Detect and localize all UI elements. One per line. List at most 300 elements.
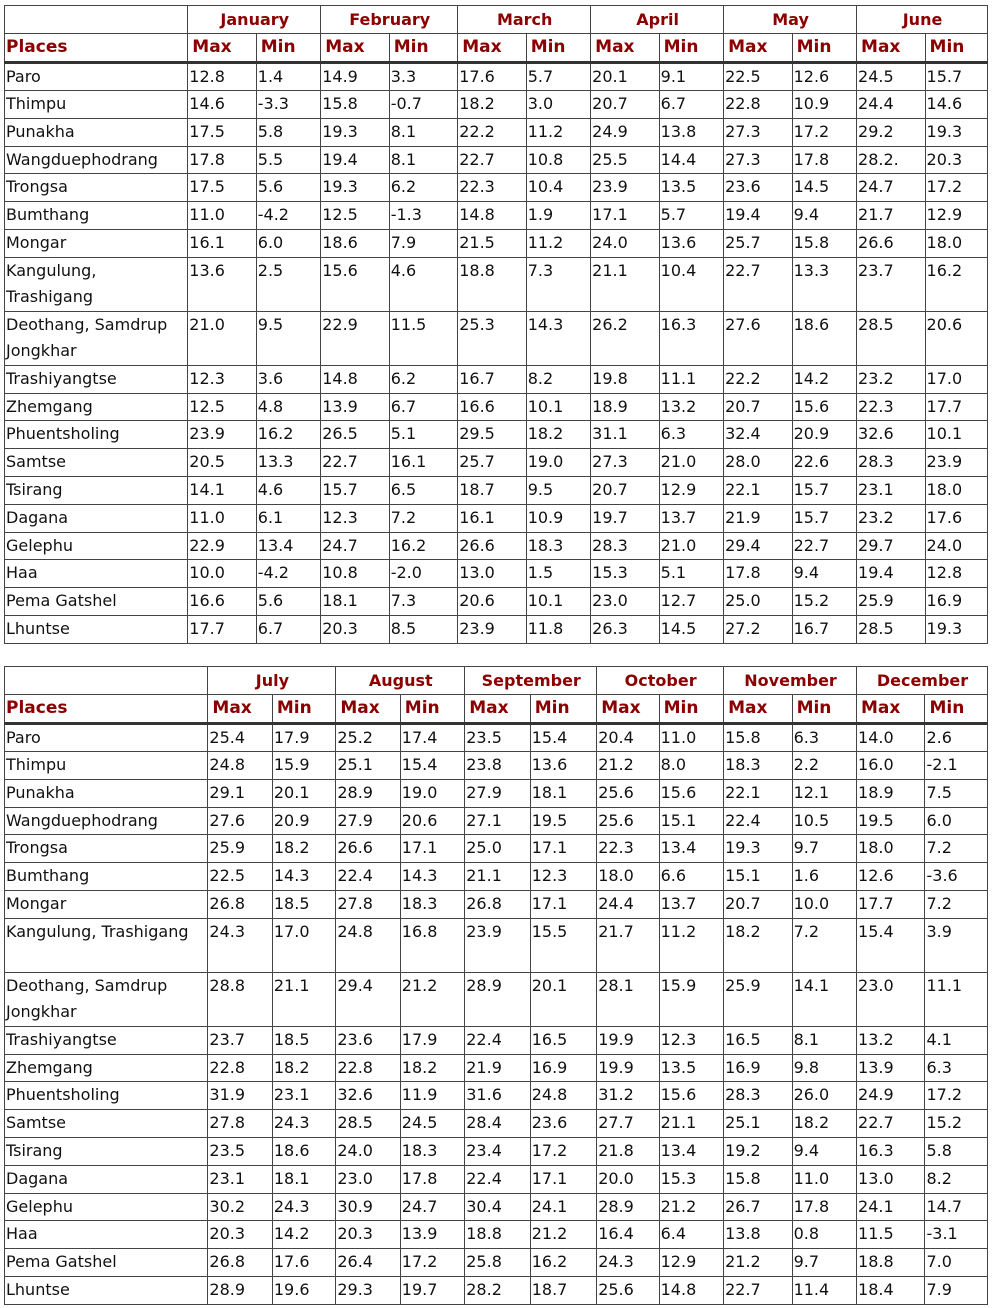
min-temp-cell: 7.2 — [792, 918, 856, 972]
max-temp-cell: 32.6 — [857, 421, 925, 449]
min-temp-cell: 15.1 — [659, 807, 723, 835]
max-temp-cell: 28.4 — [465, 1110, 530, 1138]
min-column-header: Min — [256, 34, 320, 63]
min-temp-cell: 18.2 — [400, 1054, 464, 1082]
max-temp-cell: 17.5 — [188, 118, 256, 146]
min-temp-cell: 20.6 — [400, 807, 464, 835]
month-header: October — [597, 667, 724, 695]
min-temp-cell: -0.7 — [389, 91, 458, 119]
min-temp-cell: 6.3 — [659, 421, 723, 449]
min-temp-cell: 19.3 — [925, 118, 987, 146]
min-temp-cell: 8.1 — [389, 118, 458, 146]
place-name-cell: Mongar — [5, 890, 208, 918]
min-temp-cell: 21.0 — [659, 532, 723, 560]
min-temp-cell: 11.0 — [659, 724, 723, 752]
min-temp-cell: -1.3 — [389, 202, 458, 230]
place-name-cell: Haa — [5, 560, 188, 588]
min-temp-cell: 15.5 — [530, 918, 596, 972]
max-temp-cell: 17.7 — [857, 890, 925, 918]
table-row — [5, 1026, 988, 1054]
month-header: August — [336, 667, 465, 695]
max-temp-cell: 22.4 — [724, 807, 792, 835]
max-temp-cell: 30.4 — [465, 1193, 530, 1221]
max-column-header: Max — [591, 34, 659, 63]
max-temp-cell: 22.5 — [724, 63, 792, 91]
place-name-cell: Paro — [5, 63, 188, 91]
min-temp-cell: 14.6 — [925, 91, 987, 119]
table-row — [5, 1137, 988, 1165]
max-temp-cell: 24.1 — [857, 1193, 925, 1221]
max-temp-cell: 20.4 — [597, 724, 659, 752]
max-temp-cell: 22.8 — [724, 91, 792, 119]
table-row — [5, 532, 988, 560]
min-temp-cell: 7.2 — [389, 504, 458, 532]
place-name-cell: Paro — [5, 724, 208, 752]
max-temp-cell: 10.0 — [188, 560, 256, 588]
min-temp-cell: 19.6 — [272, 1276, 335, 1304]
max-temp-cell: 19.3 — [321, 118, 389, 146]
min-column-header: Min — [400, 695, 464, 724]
place-name-cell: Wangduephodrang — [5, 807, 208, 835]
min-temp-cell: 5.5 — [256, 146, 320, 174]
max-temp-cell: 13.9 — [857, 1054, 925, 1082]
min-temp-cell: 18.1 — [530, 779, 596, 807]
min-temp-cell: 21.0 — [659, 449, 723, 477]
max-temp-cell: 28.0 — [724, 449, 792, 477]
min-temp-cell: 10.9 — [792, 91, 856, 119]
max-temp-cell: 23.5 — [465, 724, 530, 752]
min-temp-cell: 15.6 — [792, 393, 856, 421]
max-temp-cell: 26.4 — [336, 1249, 400, 1277]
place-name-cell: Lhuntse — [5, 1276, 208, 1304]
max-temp-cell: 22.1 — [724, 779, 792, 807]
max-temp-cell: 29.7 — [857, 532, 925, 560]
max-temp-cell: 15.3 — [591, 560, 659, 588]
max-temp-cell: 29.5 — [458, 421, 526, 449]
max-temp-cell: 14.8 — [321, 365, 389, 393]
min-temp-cell: 8.5 — [389, 615, 458, 643]
max-temp-cell: 29.1 — [208, 779, 272, 807]
max-temp-cell: 23.0 — [591, 588, 659, 616]
min-temp-cell: 11.1 — [659, 365, 723, 393]
max-temp-cell: 19.5 — [857, 807, 925, 835]
min-temp-cell: 5.8 — [925, 1137, 988, 1165]
max-temp-cell: 18.8 — [857, 1249, 925, 1277]
max-temp-cell: 28.9 — [597, 1193, 659, 1221]
max-temp-cell: 31.2 — [597, 1082, 659, 1110]
month-header: July — [208, 667, 336, 695]
min-temp-cell: 10.9 — [526, 504, 590, 532]
place-name-cell: Tsirang — [5, 476, 188, 504]
min-temp-cell: 21.2 — [530, 1221, 596, 1249]
max-temp-cell: 19.2 — [724, 1137, 792, 1165]
max-temp-cell: 22.8 — [208, 1054, 272, 1082]
table-row — [5, 118, 988, 146]
max-temp-cell: 14.6 — [188, 91, 256, 119]
max-temp-cell: 19.8 — [591, 365, 659, 393]
min-temp-cell: 12.8 — [925, 560, 987, 588]
max-temp-cell: 28.3 — [857, 449, 925, 477]
min-temp-cell: 9.7 — [792, 1249, 856, 1277]
min-temp-cell: 17.2 — [792, 118, 856, 146]
min-temp-cell: 6.0 — [925, 807, 988, 835]
max-temp-cell: 16.9 — [724, 1054, 792, 1082]
max-temp-cell: 20.6 — [458, 588, 526, 616]
min-temp-cell: 24.3 — [272, 1110, 335, 1138]
place-name-cell: Wangduephodrang — [5, 146, 188, 174]
min-temp-cell: 20.6 — [925, 311, 987, 365]
min-temp-cell: 14.5 — [792, 174, 856, 202]
max-temp-cell: 28.9 — [208, 1276, 272, 1304]
table-row — [5, 1054, 988, 1082]
min-temp-cell: 13.4 — [256, 532, 320, 560]
max-temp-cell: 23.8 — [465, 752, 530, 780]
max-temp-cell: 15.7 — [321, 476, 389, 504]
min-temp-cell: 6.7 — [256, 615, 320, 643]
table-row — [5, 257, 988, 311]
max-temp-cell: 18.8 — [458, 257, 526, 311]
min-temp-cell: 8.1 — [792, 1026, 856, 1054]
min-temp-cell: -2.1 — [925, 752, 988, 780]
month-header: April — [591, 6, 724, 34]
min-temp-cell: 20.9 — [272, 807, 335, 835]
min-temp-cell: 4.8 — [256, 393, 320, 421]
min-temp-cell: -2.0 — [389, 560, 458, 588]
max-temp-cell: 19.4 — [321, 146, 389, 174]
max-temp-cell: 25.0 — [465, 835, 530, 863]
min-temp-cell: 4.6 — [256, 476, 320, 504]
place-name-cell: Bumthang — [5, 202, 188, 230]
table-row — [5, 1193, 988, 1221]
max-temp-cell: 23.7 — [208, 1026, 272, 1054]
max-temp-cell: 20.7 — [591, 476, 659, 504]
table-row — [5, 91, 988, 119]
max-temp-cell: 25.1 — [336, 752, 400, 780]
max-temp-cell: 22.7 — [724, 257, 792, 311]
table-row — [5, 63, 988, 91]
max-temp-cell: 30.9 — [336, 1193, 400, 1221]
table-row — [5, 174, 988, 202]
max-temp-cell: 23.1 — [208, 1165, 272, 1193]
max-temp-cell: 30.2 — [208, 1193, 272, 1221]
min-temp-cell: 17.8 — [400, 1165, 464, 1193]
max-temp-cell: 19.7 — [591, 504, 659, 532]
max-temp-cell: 22.4 — [465, 1165, 530, 1193]
max-temp-cell: 26.5 — [321, 421, 389, 449]
min-temp-cell: 3.3 — [389, 63, 458, 91]
min-temp-cell: 20.3 — [925, 146, 987, 174]
max-temp-cell: 18.7 — [458, 476, 526, 504]
max-temp-cell: 19.9 — [597, 1054, 659, 1082]
min-temp-cell: 9.7 — [792, 835, 856, 863]
min-temp-cell: 18.2 — [272, 1054, 335, 1082]
max-temp-cell: 21.2 — [597, 752, 659, 780]
min-temp-cell: 13.5 — [659, 1054, 723, 1082]
min-temp-cell: 11.5 — [389, 311, 458, 365]
max-temp-cell: 12.3 — [188, 365, 256, 393]
max-temp-cell: 21.9 — [465, 1054, 530, 1082]
min-temp-cell: 6.7 — [389, 393, 458, 421]
max-temp-cell: 25.5 — [591, 146, 659, 174]
max-temp-cell: 17.7 — [188, 615, 256, 643]
min-temp-cell: 19.7 — [400, 1276, 464, 1304]
place-name-cell: Lhuntse — [5, 615, 188, 643]
max-temp-cell: 32.4 — [724, 421, 792, 449]
table-row — [5, 972, 988, 1026]
max-temp-cell: 22.8 — [336, 1054, 400, 1082]
place-name-cell: Trashiyangtse — [5, 1026, 208, 1054]
min-temp-cell: 14.2 — [792, 365, 856, 393]
min-temp-cell: 14.5 — [659, 615, 723, 643]
place-name-cell: Thimpu — [5, 752, 208, 780]
month-header: February — [321, 6, 458, 34]
max-temp-cell: 16.1 — [188, 229, 256, 257]
max-temp-cell: 31.1 — [591, 421, 659, 449]
min-column-header: Min — [272, 695, 335, 724]
place-name-cell: Punakha — [5, 779, 208, 807]
max-column-header: Max — [857, 695, 925, 724]
min-temp-cell: 10.4 — [526, 174, 590, 202]
max-temp-cell: 18.2 — [724, 918, 792, 972]
table-row — [5, 146, 988, 174]
table-row — [5, 421, 988, 449]
min-temp-cell: 17.2 — [925, 174, 987, 202]
max-temp-cell: 15.1 — [724, 863, 792, 891]
max-temp-cell: 25.2 — [336, 724, 400, 752]
max-column-header: Max — [857, 34, 925, 63]
min-temp-cell: 14.3 — [526, 311, 590, 365]
min-temp-cell: 9.4 — [792, 1137, 856, 1165]
min-temp-cell: 13.4 — [659, 835, 723, 863]
max-temp-cell: 16.6 — [458, 393, 526, 421]
min-temp-cell: 11.0 — [792, 1165, 856, 1193]
min-temp-cell: 15.3 — [659, 1165, 723, 1193]
max-column-header: Max — [458, 34, 526, 63]
max-temp-cell: 22.2 — [724, 365, 792, 393]
max-column-header: Max — [724, 695, 792, 724]
place-name-cell: Deothang, Samdrup Jongkhar — [5, 972, 208, 1026]
max-temp-cell: 23.1 — [857, 476, 925, 504]
min-temp-cell: 5.6 — [256, 588, 320, 616]
max-temp-cell: 22.4 — [336, 863, 400, 891]
max-temp-cell: 20.7 — [724, 890, 792, 918]
max-column-header: Max — [724, 34, 792, 63]
min-temp-cell: 14.8 — [659, 1276, 723, 1304]
min-temp-cell: 23.6 — [530, 1110, 596, 1138]
min-temp-cell: 6.3 — [925, 1054, 988, 1082]
max-temp-cell: 18.9 — [591, 393, 659, 421]
max-temp-cell: 13.0 — [857, 1165, 925, 1193]
max-temp-cell: 28.5 — [336, 1110, 400, 1138]
min-temp-cell: 7.0 — [925, 1249, 988, 1277]
table-row — [5, 588, 988, 616]
max-temp-cell: 20.7 — [591, 91, 659, 119]
table-row — [5, 890, 988, 918]
max-temp-cell: 20.3 — [321, 615, 389, 643]
max-temp-cell: 16.4 — [597, 1221, 659, 1249]
min-temp-cell: 17.1 — [530, 1165, 596, 1193]
max-temp-cell: 28.2. — [857, 146, 925, 174]
min-temp-cell: 0.8 — [792, 1221, 856, 1249]
max-temp-cell: 15.8 — [724, 1165, 792, 1193]
max-temp-cell: 27.7 — [597, 1110, 659, 1138]
table-row — [5, 202, 988, 230]
min-temp-cell: 17.6 — [272, 1249, 335, 1277]
min-temp-cell: 16.2 — [389, 532, 458, 560]
max-temp-cell: 24.9 — [591, 118, 659, 146]
max-temp-cell: 17.8 — [724, 560, 792, 588]
table-row — [5, 835, 988, 863]
max-temp-cell: 26.2 — [591, 311, 659, 365]
max-temp-cell: 25.8 — [465, 1249, 530, 1277]
min-temp-cell: 21.1 — [272, 972, 335, 1026]
min-temp-cell: 19.0 — [400, 779, 464, 807]
max-temp-cell: 25.3 — [458, 311, 526, 365]
place-name-cell: Pema Gatshel — [5, 1249, 208, 1277]
max-temp-cell: 23.5 — [208, 1137, 272, 1165]
table-row — [5, 807, 988, 835]
min-temp-cell: 6.7 — [659, 91, 723, 119]
min-temp-cell: 13.9 — [400, 1221, 464, 1249]
place-name-cell: Samtse — [5, 449, 188, 477]
max-temp-cell: 27.3 — [724, 118, 792, 146]
min-temp-cell: 14.3 — [400, 863, 464, 891]
min-temp-cell: 17.9 — [272, 724, 335, 752]
min-temp-cell: 10.4 — [659, 257, 723, 311]
table-row — [5, 229, 988, 257]
table-row — [5, 1221, 988, 1249]
max-temp-cell: 21.0 — [188, 311, 256, 365]
max-temp-cell: 21.9 — [724, 504, 792, 532]
min-temp-cell: 16.9 — [925, 588, 987, 616]
place-name-cell: Gelephu — [5, 532, 188, 560]
max-temp-cell: 21.8 — [597, 1137, 659, 1165]
max-temp-cell: 22.5 — [208, 863, 272, 891]
place-name-cell: Dagana — [5, 504, 188, 532]
min-temp-cell: 15.4 — [400, 752, 464, 780]
min-temp-cell: 19.0 — [526, 449, 590, 477]
min-temp-cell: 12.3 — [659, 1026, 723, 1054]
min-temp-cell: 11.4 — [792, 1276, 856, 1304]
min-temp-cell: 12.1 — [792, 779, 856, 807]
min-temp-cell: 18.1 — [272, 1165, 335, 1193]
min-temp-cell: 17.2 — [925, 1082, 988, 1110]
max-temp-cell: 22.3 — [857, 393, 925, 421]
min-temp-cell: 6.2 — [389, 174, 458, 202]
table-row — [5, 724, 988, 752]
place-name-cell: Bumthang — [5, 863, 208, 891]
min-temp-cell: 14.2 — [272, 1221, 335, 1249]
place-name-cell: Trongsa — [5, 835, 208, 863]
min-temp-cell: 17.1 — [400, 835, 464, 863]
max-column-header: Max — [188, 34, 256, 63]
max-temp-cell: 22.9 — [188, 532, 256, 560]
max-temp-cell: 21.7 — [597, 918, 659, 972]
max-temp-cell: 23.7 — [857, 257, 925, 311]
min-temp-cell: 10.5 — [792, 807, 856, 835]
max-temp-cell: 27.8 — [208, 1110, 272, 1138]
min-temp-cell: 11.2 — [526, 229, 590, 257]
min-temp-cell: 13.5 — [659, 174, 723, 202]
min-temp-cell: 17.6 — [925, 504, 987, 532]
min-temp-cell: 18.2 — [792, 1110, 856, 1138]
min-temp-cell: 6.5 — [389, 476, 458, 504]
place-name-cell: Deothang, Samdrup Jongkhar — [5, 311, 188, 365]
max-temp-cell: 25.7 — [724, 229, 792, 257]
max-temp-cell: 19.4 — [724, 202, 792, 230]
min-temp-cell: 15.7 — [792, 476, 856, 504]
max-temp-cell: 26.6 — [857, 229, 925, 257]
max-temp-cell: 24.8 — [208, 752, 272, 780]
max-temp-cell: 23.9 — [188, 421, 256, 449]
min-temp-cell: 5.1 — [659, 560, 723, 588]
min-temp-cell: 17.9 — [400, 1026, 464, 1054]
min-temp-cell: 6.6 — [659, 863, 723, 891]
month-header: September — [465, 667, 597, 695]
place-name-cell: Pema Gatshel — [5, 588, 188, 616]
min-temp-cell: 24.3 — [272, 1193, 335, 1221]
max-temp-cell: 15.8 — [321, 91, 389, 119]
min-temp-cell: 16.2 — [530, 1249, 596, 1277]
min-temp-cell: 18.2 — [272, 835, 335, 863]
min-temp-cell: 10.1 — [526, 588, 590, 616]
min-column-header: Min — [659, 695, 723, 724]
max-temp-cell: 25.4 — [208, 724, 272, 752]
min-temp-cell: 10.8 — [526, 146, 590, 174]
max-temp-cell: 18.1 — [321, 588, 389, 616]
places-column-header: Places — [5, 34, 188, 63]
max-temp-cell: 25.1 — [724, 1110, 792, 1138]
max-temp-cell: 13.2 — [857, 1026, 925, 1054]
max-temp-cell: 27.2 — [724, 615, 792, 643]
min-temp-cell: 17.1 — [530, 890, 596, 918]
min-temp-cell: 17.7 — [925, 393, 987, 421]
min-temp-cell: 15.2 — [792, 588, 856, 616]
min-temp-cell: 6.3 — [792, 724, 856, 752]
min-temp-cell: 7.3 — [526, 257, 590, 311]
max-temp-cell: 18.6 — [321, 229, 389, 257]
min-temp-cell: 24.8 — [530, 1082, 596, 1110]
max-temp-cell: 17.5 — [188, 174, 256, 202]
month-header: January — [188, 6, 321, 34]
table-row — [5, 365, 988, 393]
max-temp-cell: 14.8 — [458, 202, 526, 230]
max-temp-cell: 22.7 — [458, 146, 526, 174]
max-temp-cell: 20.1 — [591, 63, 659, 91]
table-row — [5, 1082, 988, 1110]
min-temp-cell: 15.4 — [530, 724, 596, 752]
max-temp-cell: 13.9 — [321, 393, 389, 421]
min-temp-cell: 11.1 — [925, 972, 988, 1026]
max-temp-cell: 31.9 — [208, 1082, 272, 1110]
min-temp-cell: 18.5 — [272, 1026, 335, 1054]
max-temp-cell: 28.2 — [465, 1276, 530, 1304]
places-column-header: Places — [5, 695, 208, 724]
min-column-header: Min — [925, 34, 987, 63]
month-header: November — [724, 667, 857, 695]
min-temp-cell: 15.7 — [925, 63, 987, 91]
min-temp-cell: 5.1 — [389, 421, 458, 449]
min-temp-cell: 12.9 — [659, 476, 723, 504]
max-temp-cell: 12.3 — [321, 504, 389, 532]
max-temp-cell: 23.9 — [458, 615, 526, 643]
min-temp-cell: 14.3 — [272, 863, 335, 891]
max-temp-cell: 27.9 — [465, 779, 530, 807]
min-temp-cell: 13.6 — [530, 752, 596, 780]
month-header: June — [857, 6, 988, 34]
min-temp-cell: 6.2 — [389, 365, 458, 393]
min-temp-cell: 18.6 — [272, 1137, 335, 1165]
